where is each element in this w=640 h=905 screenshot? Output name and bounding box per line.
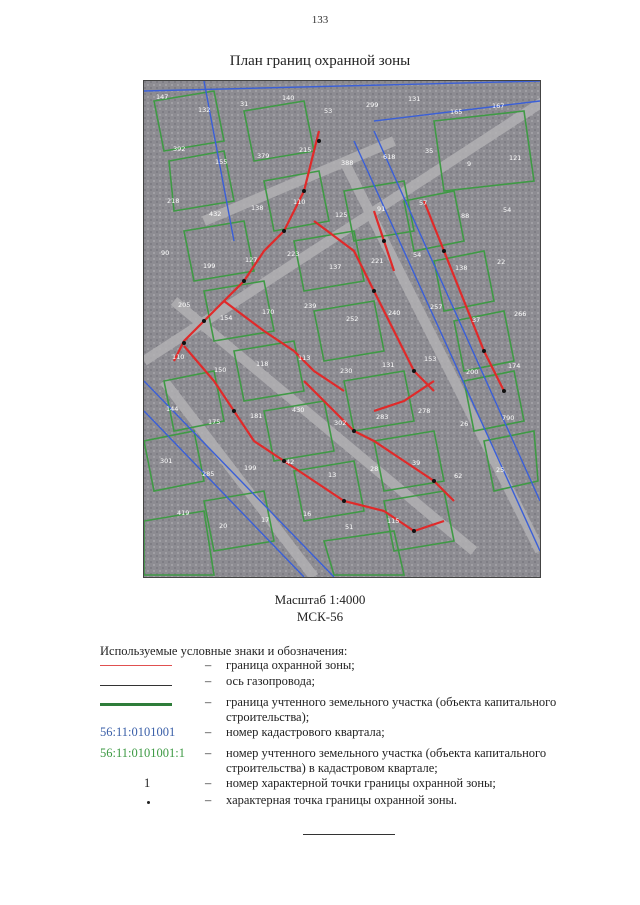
parcel-label: 57 [419, 199, 428, 207]
parcel-label: 131 [408, 95, 421, 103]
parcel-label: 392 [173, 145, 186, 153]
parcel-border-symbol [100, 703, 172, 706]
parcel-label: 155 [215, 158, 228, 166]
parcel-label: 28 [370, 465, 379, 473]
parcel-label: 239 [304, 302, 317, 310]
parcel-label: 240 [388, 309, 401, 317]
parcel-label: 167 [492, 102, 505, 110]
parcel-label: 54 [413, 251, 422, 259]
parcel-label: 90 [161, 249, 170, 257]
scale-text: Масштаб 1:4000 [274, 592, 366, 607]
parcel-label: 200 [466, 368, 479, 376]
parcel-label: 20 [219, 522, 228, 530]
scale-block [0, 591, 640, 625]
parcel-label: 153 [424, 355, 437, 363]
parcel-label: 285 [202, 470, 215, 478]
parcel-label: 137 [329, 263, 342, 271]
parcel-label: 113 [298, 354, 311, 362]
map-image [143, 80, 541, 578]
zone-border-symbol [100, 665, 172, 666]
parcel-label: 174 [508, 362, 521, 370]
point-symbol [147, 801, 150, 804]
parcel-label: 16 [303, 510, 312, 518]
coord-system: МСК-56 [296, 609, 344, 624]
parcel-label: 266 [514, 310, 527, 318]
parcel-label: 181 [250, 412, 263, 420]
parcel-label: 31 [240, 100, 249, 108]
parcel-label: 223 [287, 250, 300, 258]
parcel-label: 147 [156, 93, 169, 101]
parcel-label: 110 [172, 353, 185, 361]
parcel-label: 131 [382, 361, 395, 369]
parcel-label: 54 [503, 206, 512, 214]
parcel-label: 144 [166, 405, 179, 413]
parcel-label: 170 [262, 308, 275, 316]
parcel-label: 25 [496, 466, 505, 474]
parcel-label: 165 [450, 108, 463, 116]
parcel-label: 218 [167, 197, 180, 205]
parcel-label: 199 [244, 464, 257, 472]
parcel-label: 205 [178, 301, 191, 309]
parcel-label: 125 [335, 211, 348, 219]
parcel-label: 388 [341, 159, 354, 167]
parcel-label: 257 [430, 303, 443, 311]
parcel-label: 138 [251, 204, 264, 212]
parcel-label: 278 [418, 407, 431, 415]
legend-header: Используемые условные знаки и обозначения: [100, 644, 348, 658]
parcel-label: 419 [177, 509, 190, 517]
parcel-label: 42 [286, 458, 295, 466]
page-number: 133 [311, 14, 329, 26]
parcel-label: 110 [293, 198, 306, 206]
parcel-label: 37 [472, 316, 481, 324]
map-svg [144, 81, 540, 577]
parcel-label: 175 [208, 418, 221, 426]
parcel-label: 115 [387, 517, 400, 525]
parcel-label: 618 [383, 153, 396, 161]
parcel-label: 150 [214, 366, 227, 374]
parcel-label: 430 [292, 406, 305, 414]
parcel-label: 199 [203, 262, 216, 270]
parcel-label: 9 [467, 160, 472, 168]
parcel-label: 140 [282, 94, 295, 102]
pipeline-axis-symbol [100, 685, 172, 686]
parcel-label: 301 [160, 457, 173, 465]
parcel-label: 432 [209, 210, 222, 218]
parcel-label: 154 [220, 314, 233, 322]
parcel-label: 121 [509, 154, 522, 162]
parcel-label: 252 [346, 315, 359, 323]
parcel-label: 118 [256, 360, 269, 368]
parcel-label: 22 [497, 258, 506, 266]
parcel-label: 13 [328, 471, 337, 479]
parcel-label: 138 [455, 264, 468, 272]
parcel-label: 299 [366, 101, 379, 109]
parcel-label: 53 [324, 107, 333, 115]
parcel-label: 62 [454, 472, 463, 480]
parcel-label: 26 [460, 420, 469, 428]
parcel-label: 215 [299, 146, 312, 154]
parcel-label: 790 [502, 414, 515, 422]
parcel-label: 230 [340, 367, 353, 375]
parcel-label: 39 [412, 459, 421, 467]
parcel-label: 302 [334, 419, 347, 427]
parcel-label: 17 [261, 516, 270, 524]
parcel-label: 127 [245, 256, 258, 264]
parcel-label: 379 [257, 152, 270, 160]
parcel-label: 132 [198, 106, 211, 114]
parcel-label: 221 [371, 257, 384, 265]
parcel-label: 51 [345, 523, 354, 531]
parcel-label: 283 [376, 413, 389, 421]
bottom-rule [303, 834, 395, 835]
page-title: План границ охранной зоны [229, 53, 411, 69]
parcel-label: 88 [461, 212, 470, 220]
parcel-label: 91 [377, 205, 386, 213]
parcel-label: 35 [425, 147, 434, 155]
